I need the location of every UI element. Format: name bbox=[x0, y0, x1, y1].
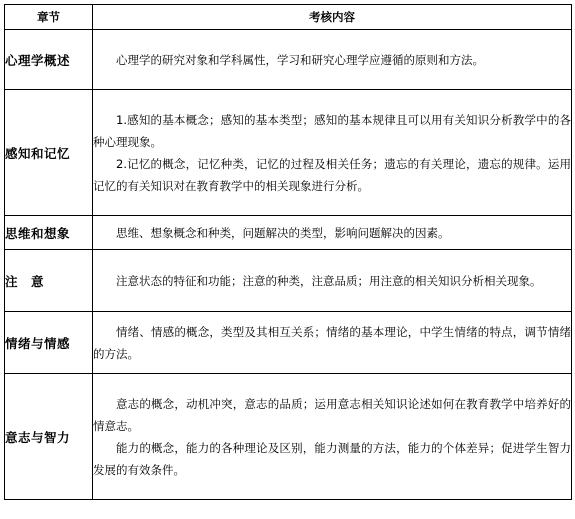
header-chapter: 章节 bbox=[5, 5, 93, 30]
table-row bbox=[5, 250, 572, 312]
table-row bbox=[5, 374, 572, 500]
table-row bbox=[5, 30, 572, 90]
header-content: 考核内容 bbox=[93, 5, 572, 30]
syllabus-table bbox=[4, 4, 572, 500]
content-paragraph: 2.记忆的概念，记忆种类，记忆的过程及相关任务；遗忘的有关理论，遗忘的规律。运用记忆的有关知识对在教育教学中的相关现象进行分析。 bbox=[93, 156, 571, 193]
chapter-cell: 注 意 bbox=[5, 250, 93, 312]
content-paragraph: 能力的概念，能力的各种理论及区别，能力测量的方法，能力的个体差异；促进学生智力发展的有效条件。 bbox=[93, 440, 571, 477]
table-header-row bbox=[5, 5, 572, 30]
table-row bbox=[5, 90, 572, 216]
content-paragraph: 1.感知的基本概念；感知的基本类型；感知的基本规律且可以用有关知识分析教学中的各种心理现象。 bbox=[93, 112, 571, 149]
content-cell bbox=[93, 30, 572, 90]
chapter-cell: 感知和记忆 bbox=[5, 90, 93, 216]
content-paragraph: 思维、想象概念和种类，问题解决的类型，影响问题解决的因素。 bbox=[116, 225, 450, 240]
content-paragraph: 情绪、情感的概念，类型及其相互关系；情绪的基本理论，中学生情绪的特点，调节情绪的方法。 bbox=[93, 324, 571, 361]
content-cell bbox=[93, 90, 572, 216]
chapter-cell: 意志与智力 bbox=[5, 374, 93, 500]
content-cell bbox=[93, 250, 572, 312]
table-row bbox=[5, 216, 572, 250]
table-row bbox=[5, 312, 572, 374]
content-paragraph: 注意状态的特征和功能；注意的种类，注意品质；用注意的相关知识分析相关现象。 bbox=[116, 273, 542, 288]
content-cell bbox=[93, 216, 572, 250]
chapter-cell: 心理学概述 bbox=[5, 30, 93, 90]
content-cell bbox=[93, 374, 572, 500]
content-paragraph: 心理学的研究对象和学科属性，学习和研究心理学应遵循的原则和方法。 bbox=[116, 52, 484, 67]
content-paragraph: 意志的概念，动机冲突，意志的品质；运用意志相关知识论述如何在教育教学中培养好的情意志。 bbox=[93, 396, 571, 433]
chapter-cell: 情绪与情感 bbox=[5, 312, 93, 374]
content-cell bbox=[93, 312, 572, 374]
chapter-cell: 思维和想象 bbox=[5, 216, 93, 250]
